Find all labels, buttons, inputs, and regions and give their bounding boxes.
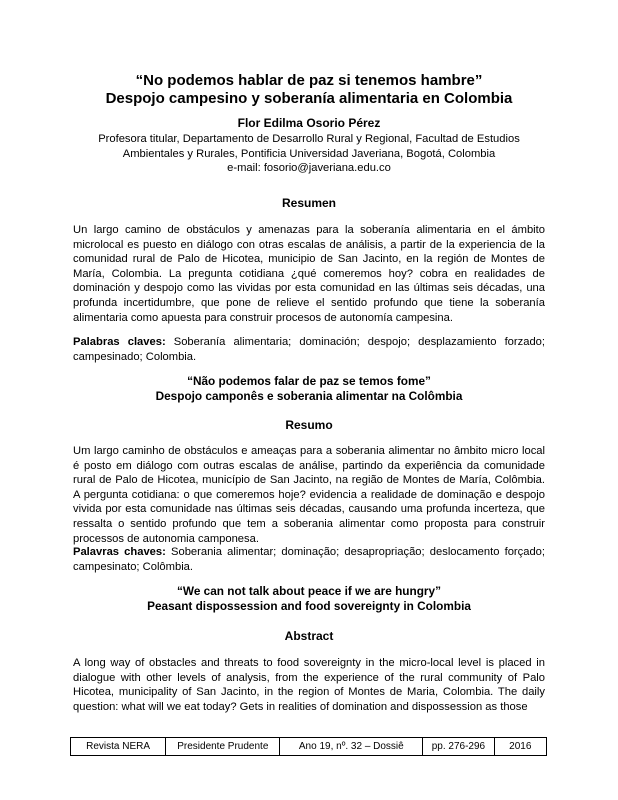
abstract-heading-en: Abstract <box>284 629 334 643</box>
footer-year: 2016 <box>494 738 546 756</box>
keywords-pt <box>73 545 545 574</box>
author-affiliation <box>80 132 538 176</box>
keywords-label-pt: Palavras chaves: <box>73 546 166 558</box>
abstract-en: A long way of obstacles and threats to food sovereignty in the micro-local level is placed in dialogue with other levels of analysis, from the experience of the rural community of Palo Hicotea, municipality of San Jacinto, in the region of Montes de Maria, Colombia. The daily question: what will we eat today? Gets in realities of domination and dispossession as those <box>73 657 545 713</box>
abstract-heading-es: Resumen <box>281 196 337 210</box>
title-es-line1: “No podemos hablar de paz si tenemos hambre” <box>135 72 483 89</box>
title-pt-line2: Despojo camponês e soberania alimentar na Colômbia <box>155 389 463 403</box>
keywords-text-es: Soberanía alimentaria; dominación; despojo; desplazamiento forzado; campesinado; Colombia. <box>73 336 545 363</box>
affiliation-line1: Profesora titular, Departamento de Desarrollo Rural y Regional, Facultad de Estudios <box>98 133 520 145</box>
title-en-line1: “We can not talk about peace if we are hungry” <box>177 584 441 598</box>
title-es <box>0 72 618 108</box>
abstract-pt: Um largo caminho de obstáculos e ameaças para a soberania alimentar no âmbito micro local é posto em diálogo com outras escalas de análise, partindo da experiência da comunidade rural de Palo de Hicotea, município de San Jacinto, na região de Montes de María, Colômbia. A pergunta cotidiana: o que comeremos hoje? evidencia a realidade de dominação e despojo vivida por esta comunidade nas últimas seis décadas, causando uma profunda incerteza, que ressalta o sentido profundo que tem a soberania alimentar como proposta para construir processos de autonomia camponesa. <box>73 445 545 545</box>
footer-city: Presidente Prudente <box>166 738 280 756</box>
abstract-heading-pt: Resumo <box>285 418 333 432</box>
title-en-line2: Peasant dispossession and food sovereignty in Colombia <box>147 599 471 613</box>
footer-journal: Revista NERA <box>71 738 166 756</box>
keywords-label-es: Palabras claves: <box>73 336 166 348</box>
footer-issue: Ano 19, nº. 32 – Dossiê <box>280 738 423 756</box>
footer-pages: pp. 276-296 <box>423 738 494 756</box>
keywords-text-pt: Soberania alimentar; dominação; desapropriação; deslocamento forçado; campesinato; Colômbia. <box>73 546 546 573</box>
keywords-es <box>73 335 545 364</box>
abstract-es: Un largo camino de obstáculos y amenazas para la soberanía alimentaria en el ámbito microlocal es puesto en diálogo con otras escalas de análisis, a partir de la experiencia de la comunidad rural de Palo de Hicotea, municipio de San Jacinto, en la región de Montes de María, Colombia. La pregunta cotidiana ¿qué comeremos hoy? cobra en realidades de dominación y despojo como las vividas por esta comunidad en las últimas seis décadas, una profunda incertidumbre, que pone de relieve el sentido profundo que tiene la soberanía alimentaria como apuesta para construir procesos de autonomía campesina. <box>73 224 545 324</box>
title-es-line2: Despojo campesino y soberanía alimentaria en Colombia <box>105 90 513 107</box>
author-email: e-mail: fosorio@javeriana.edu.co <box>227 162 391 175</box>
title-pt <box>0 374 618 404</box>
journal-footer-table <box>70 737 547 756</box>
title-pt-line1: “Não podemos falar de paz se temos fome” <box>187 374 431 388</box>
title-en <box>0 584 618 614</box>
footer-row <box>71 738 547 756</box>
author-name: Flor Edilma Osorio Pérez <box>237 116 381 130</box>
affiliation-line2: Ambientales y Rurales, Pontificia Universidad Javeriana, Bogotá, Colombia <box>122 147 496 160</box>
